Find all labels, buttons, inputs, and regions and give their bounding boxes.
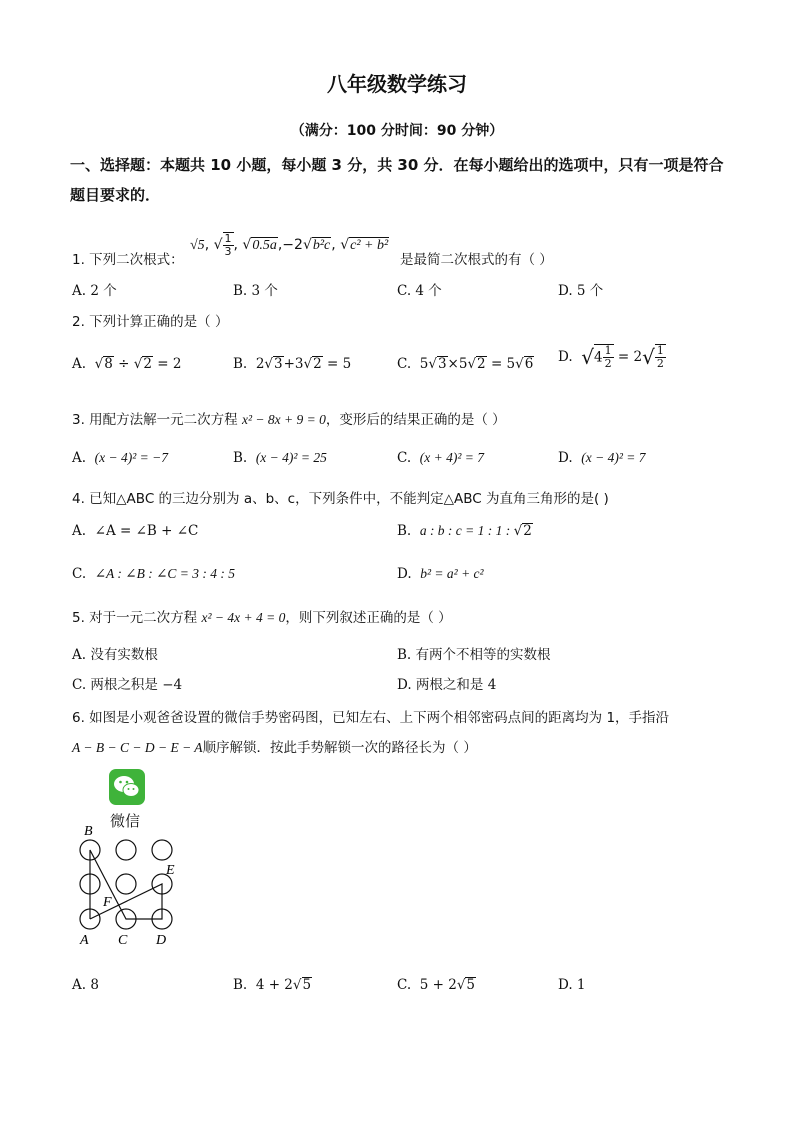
q1-expr-3: √0.5a bbox=[242, 237, 277, 253]
q4-option-d[interactable]: D. b² = a² + c² bbox=[397, 566, 484, 582]
q4-stem: 4. 已知△ABC 的三边分别为 a、b、c，下列条件中，不能判定△ABC 为直角三角形的是( ) bbox=[72, 491, 609, 507]
q2-option-d[interactable]: D. √4 $\frac{1}{2}$ = 2√ $\frac{1}{2}$ bbox=[558, 344, 664, 370]
q4-option-b[interactable]: B. a : b : c = 1 : 1 : √2 bbox=[397, 523, 532, 539]
point-f-label: F bbox=[103, 895, 112, 910]
q3-option-a[interactable]: A. (x − 4)² = −7 bbox=[72, 450, 169, 466]
page-title: 八年级数学练习 bbox=[327, 72, 467, 96]
q2-option-a[interactable]: A. √8 ÷ √2 = 2 bbox=[72, 356, 182, 372]
q6-option-a[interactable]: A. 8 bbox=[72, 977, 99, 993]
q5-stem: 5. 对于一元二次方程 x² − 4x + 4 = 0，则下列叙述正确的是（ ） bbox=[72, 610, 452, 626]
exam-subtitle: （满分：100 分时间：90 分钟） bbox=[290, 123, 504, 139]
q3-option-d[interactable]: D. (x − 4)² = 7 bbox=[558, 450, 646, 466]
q6-option-d[interactable]: D. 1 bbox=[558, 977, 586, 993]
q3-option-b[interactable]: B. (x − 4)² = 25 bbox=[233, 450, 327, 466]
q3-option-c[interactable]: C. (x + 4)² = 7 bbox=[397, 450, 484, 466]
q1-suffix: 是最简二次根式的有（ ） bbox=[400, 252, 553, 268]
q1-expr-1: √5 bbox=[190, 238, 205, 253]
q2-option-b[interactable]: B. 2√3+3√2 = 5 bbox=[233, 356, 352, 372]
q2-option-c[interactable]: C. 5√3×5√2 = 5√6 bbox=[397, 356, 534, 372]
q4-option-a[interactable]: A. ∠A = ∠B + ∠C bbox=[72, 523, 199, 539]
q1-expr-4: √b²c bbox=[302, 237, 331, 253]
section-heading: 一、选择题：本题共 10 小题，每小题 3 分，共 30 分．在每小题给出的选项中，只有一项是符合题目要求的． bbox=[70, 156, 724, 204]
wechat-label: 微信 bbox=[110, 812, 141, 830]
q1-option-d[interactable]: D. 5 个 bbox=[558, 283, 604, 299]
q1-option-c[interactable]: C. 4 个 bbox=[397, 283, 442, 299]
q2-stem: 2. 下列计算正确的是（ ） bbox=[72, 314, 229, 330]
point-b-label: B bbox=[84, 824, 93, 839]
wechat-icon bbox=[109, 769, 145, 805]
gesture-lock-diagram bbox=[70, 818, 190, 953]
point-a-label: A bbox=[80, 933, 89, 948]
q1-prefix: 1. 下列二次根式： bbox=[72, 252, 184, 268]
q6-stem-line2: A − B − C − D − E − A顺序解锁．按此手势解锁一次的路径长为（ ） bbox=[72, 740, 477, 756]
q5-option-d[interactable]: D. 两根之和是 4 bbox=[397, 677, 497, 693]
point-e-label: E bbox=[166, 863, 175, 878]
q1-option-b[interactable]: B. 3 个 bbox=[233, 283, 278, 299]
q1-coef: −2 bbox=[282, 237, 303, 253]
q6-option-b[interactable]: B. 4 + 2√5 bbox=[233, 977, 312, 993]
q1-option-a[interactable]: A. 2 个 bbox=[72, 283, 117, 299]
q4-option-c[interactable]: C. ∠A : ∠B : ∠C = 3 : 4 : 5 bbox=[72, 566, 236, 582]
q5-option-b[interactable]: B. 有两个不相等的实数根 bbox=[397, 647, 551, 663]
q1-expr-5: √c² + b² bbox=[340, 237, 389, 253]
q5-option-a[interactable]: A. 没有实数根 bbox=[72, 647, 158, 663]
q1-expr-2: √ $\frac{1}{3}$ bbox=[213, 232, 232, 258]
point-d-label: D bbox=[156, 933, 167, 948]
q1-expression: √5, √ $\frac{1}{3}$ , √0.5a,−2√b²c, √c² + b² bbox=[190, 232, 389, 258]
point-c-label: C bbox=[118, 933, 128, 948]
q6-option-c[interactable]: C. 5 + 2√5 bbox=[397, 977, 476, 993]
q5-option-c[interactable]: C. 两根之积是 −4 bbox=[72, 677, 183, 693]
q6-stem-line1: 6. 如图是小观爸爸设置的微信手势密码图，已知左右、上下两个相邻密码点间的距离均为 1，手指沿 bbox=[72, 710, 670, 726]
q3-stem: 3. 用配方法解一元二次方程 x² − 8x + 9 = 0，变形后的结果正确的是（ ） bbox=[72, 412, 506, 428]
